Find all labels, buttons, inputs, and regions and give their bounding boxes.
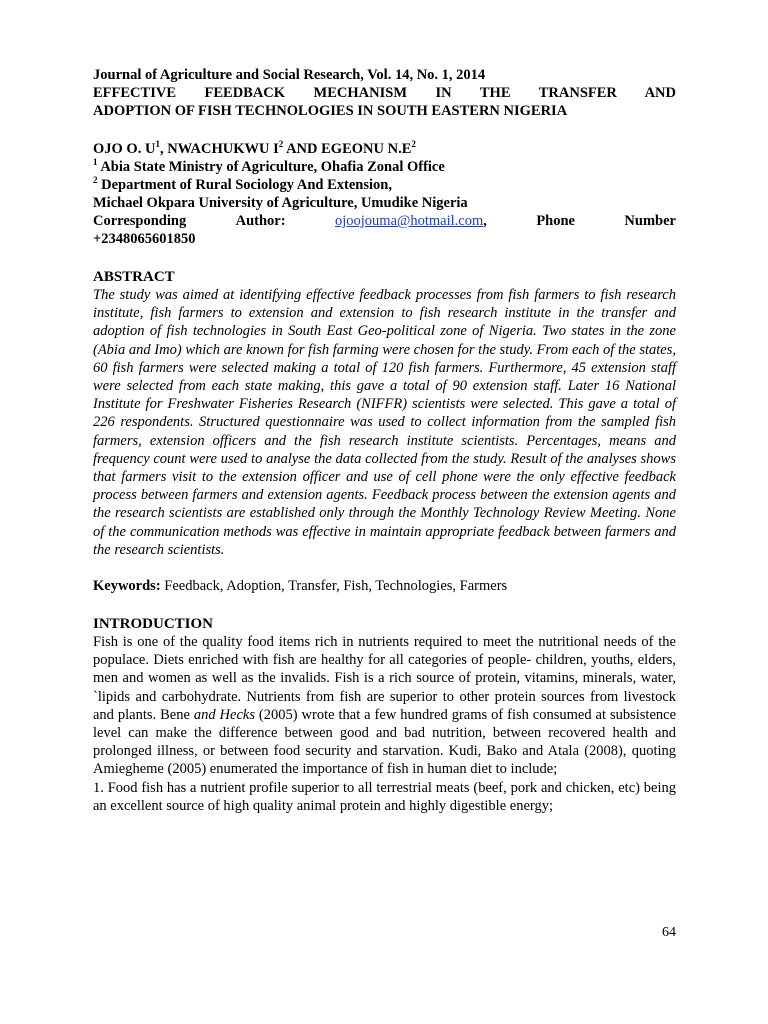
author-names: OJO O. $U^1$, NWACHUKWU $I^2$ AND EGEONU $N.E^2$ [93, 139, 416, 157]
author-block [93, 140, 676, 248]
phone-number: +2348065601850 [93, 231, 196, 247]
corresponding-author-line: Corresponding Author: ojoojouma@hotmail.com, Phone Number [93, 213, 676, 229]
page-number: 64 [662, 925, 676, 940]
title-line-1: EFFECTIVE FEEDBACK MECHANISM IN THE TRANSFER AND [93, 85, 676, 101]
affiliation-3: Michael Okpara University of Agriculture, Umudike Nigeria [93, 195, 468, 211]
keywords-line [93, 577, 676, 595]
abstract-heading: ABSTRACT [93, 269, 175, 285]
introduction-heading: INTRODUCTION [93, 616, 214, 633]
paper-title [93, 84, 676, 120]
keywords-label: Keywords: [93, 578, 161, 595]
journal-citation: Journal of Agriculture and Social Research, Vol. 14, No. 1, 2014 [93, 67, 486, 83]
title-line-2: ADOPTION OF FISH TECHNOLOGIES IN SOUTH EASTERN NIGERIA [93, 103, 568, 119]
affiliation-1: $^1$ Abia State Ministry of Agriculture, Ohafia Zonal Office [93, 157, 445, 175]
keywords-text: Feedback, Adoption, Transfer, Fish, Technologies, Farmers [160, 578, 508, 595]
email-link[interactable]: ojoojouma@hotmail.com [335, 213, 484, 229]
list-item: 1. Food fish has a nutrient profile superior to all terrestrial meats (beef, pork and chicken, etc) being an excellent source of high quality animal protein and highly digestible energy; [93, 779, 676, 814]
abstract-text: The study was aimed at identifying effective feedback processes from fish farmers to fish research institute, fish farmers to extension and extension to fish research institute in the transfer and adoption of fish technologies in South East Geo-political zone of Nigeria. Two states in the zone (Abia and Imo) which are known for fish farming were chosen for the study. From each of the states, 60 fish farmers were selected making a total of 120 fish farmers. Furthermore, 45 extension staff were selected from each state making, this gave a total of 90 extension staff. Later 16 National Institute for Freshwater Fisheries Research (NIFFR) scientists were selected. This gave a total of 226 respondents. Structured questionnaire was used to collect information from the sampled fish farmers, extension officers and the fish research institute scientists. Percentages, means and frequency count were used to analyse the data collected from the study. Result of the analyses shows that farmers visit to the extension officer and use of cell phone were the only effective feedback process between farmers and extension agents. Feedback process between the extension agents and the research scientists are established only through the Monthly Technology Review Meeting. None of the communication methods was effective in maintain appropriate feedback between farmers and the research scientists. [93, 287, 676, 558]
affiliation-2: $^2$ Department of Rural Sociology And Extension, [93, 175, 392, 193]
introduction-paragraph: Fish is one of the quality food items rich in nutrients required to meet the nutritional needs of the populace. Diets enriched with fish are healthy for all categories of people- children, youths, elders, men and women as well as the invalids. Fish is a rich source of protein, vitamins, minerals, water, `lipids and carbohydrate. Nutrients from fish are superior to other protein sources from livestock and plants. Bene and Hecks (2005) wrote that a few hundred grams of fish consumed at subsistence level can make the difference between good and bad nutrition, between recovered health and prolonged illness, or between food security and starvation. Kudi, Bako and Atala (2008), quoting Amiegheme (2005) enumerated the importance of fish in human diet to include; [93, 634, 677, 778]
